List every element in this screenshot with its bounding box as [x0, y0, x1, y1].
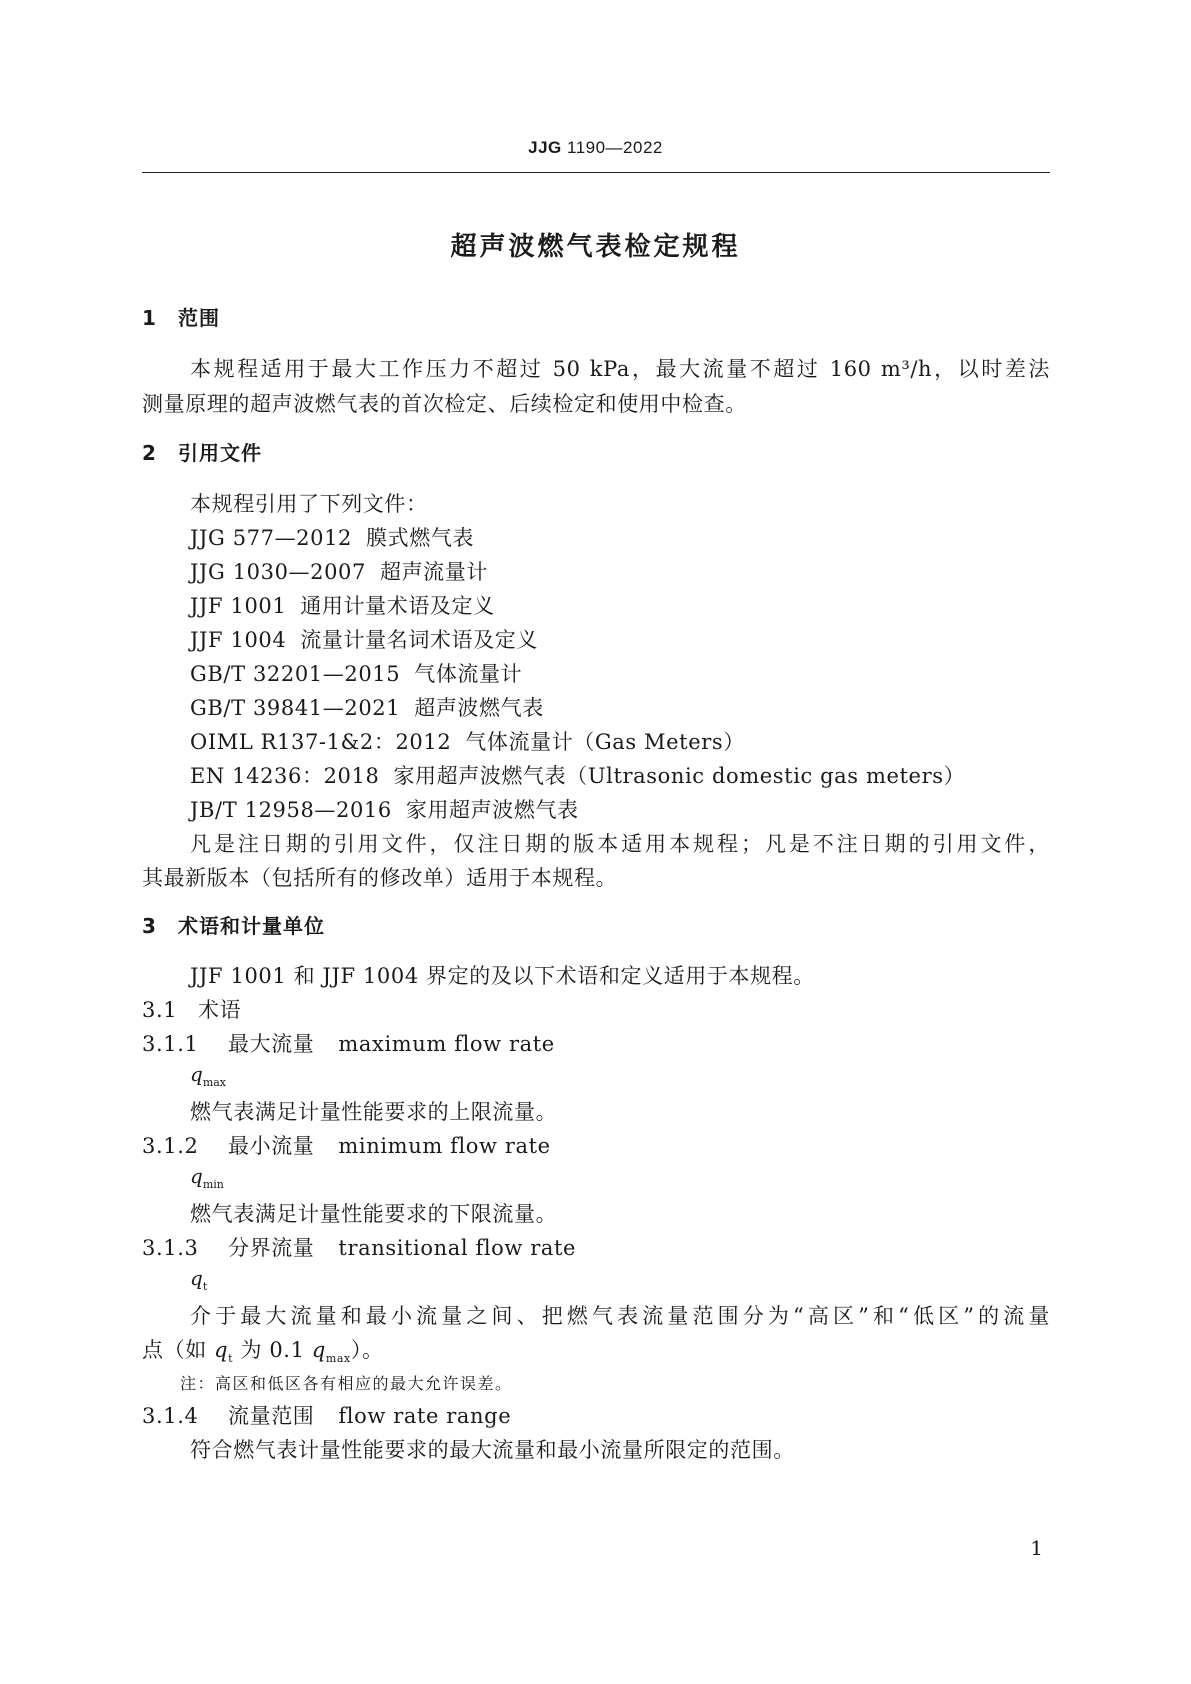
header-divider: [142, 172, 1050, 173]
section-heading-3: 3 术语和计量单位: [142, 914, 325, 938]
symbol-qmax: $q_{max}$: [311, 1338, 351, 1366]
subsection-heading-3-1: 3.1 术语: [142, 998, 242, 1022]
term-definition: 符合燃气表计量性能要求的最大流量和最小流量所限定的范围。: [190, 1438, 795, 1462]
term-note: 注：高区和低区各有相应的最大允许误差。: [180, 1374, 513, 1393]
paragraph-scope-line2: 测量原理的超声波燃气表的首次检定、后续检定和使用中检查。: [142, 392, 747, 416]
reference-item: JJF 1001 通用计量术语及定义: [190, 594, 495, 618]
standard-code: [0, 138, 1191, 158]
reference-item: GB/T 32201—2015 气体流量计: [190, 662, 523, 686]
page-number: 1: [1030, 1536, 1043, 1560]
section-heading-1: 1 范围: [142, 306, 220, 330]
references-closing-line2: 其最新版本（包括所有的修改单）适用于本规程。: [142, 866, 618, 890]
reference-item: JJG 577—2012 膜式燃气表: [190, 526, 475, 550]
reference-item: GB/T 39841—2021 超声波燃气表: [190, 696, 544, 720]
term-heading: 3.1.2 最小流量 minimum flow rate: [142, 1134, 551, 1158]
reference-item: EN 14236：2018 家用超声波燃气表（Ultrasonic domestic gas meters）: [190, 764, 966, 788]
reference-item: JB/T 12958—2016 家用超声波燃气表: [190, 798, 579, 822]
section-heading-2: 2 引用文件: [142, 441, 262, 465]
standard-number: 1190—2022: [567, 138, 663, 157]
term-heading: 3.1.1 最大流量 maximum flow rate: [142, 1032, 555, 1056]
term-definition-line1: 介于最大流量和最小流量之间、把燃气表流量范围分为“高区”和“低区”的流量: [190, 1304, 1050, 1328]
term-heading: 3.1.3 分界流量 transitional flow rate: [142, 1236, 577, 1260]
terms-intro: JJF 1001 和 JJF 1004 界定的及以下术语和定义适用于本规程。: [190, 964, 815, 988]
reference-item: OIML R137-1&2：2012 气体流量计（Gas Meters）: [190, 730, 745, 754]
term-heading: 3.1.4 流量范围 flow rate range: [142, 1404, 512, 1428]
references-intro: 本规程引用了下列文件：: [190, 492, 428, 516]
references-closing-line1: 凡是注日期的引用文件，仅注日期的版本适用本规程；凡是不注日期的引用文件，: [190, 832, 1050, 856]
term-definition-line2: 点（如 $q_t$ 为 0.1 $q_{max}$）。: [142, 1338, 384, 1366]
term-symbol: $q_t$: [190, 1266, 208, 1293]
reference-item: JJG 1030—2007 超声流量计: [190, 560, 488, 584]
term-definition: 燃气表满足计量性能要求的上限流量。: [190, 1100, 558, 1124]
paragraph-scope-line1: 本规程适用于最大工作压力不超过 50 kPa，最大流量不超过 160 m³/h，以时差法: [190, 357, 1050, 381]
term-definition: 燃气表满足计量性能要求的下限流量。: [190, 1202, 558, 1226]
term-symbol: $q_{max}$: [190, 1062, 227, 1089]
reference-item: JJF 1004 流量计量名词术语及定义: [190, 628, 538, 652]
standard-prefix: JJG: [528, 138, 562, 157]
term-symbol: $q_{min}$: [190, 1164, 224, 1191]
document-title: 超声波燃气表检定规程: [450, 232, 741, 262]
symbol-qt: $q_t$: [214, 1338, 234, 1366]
